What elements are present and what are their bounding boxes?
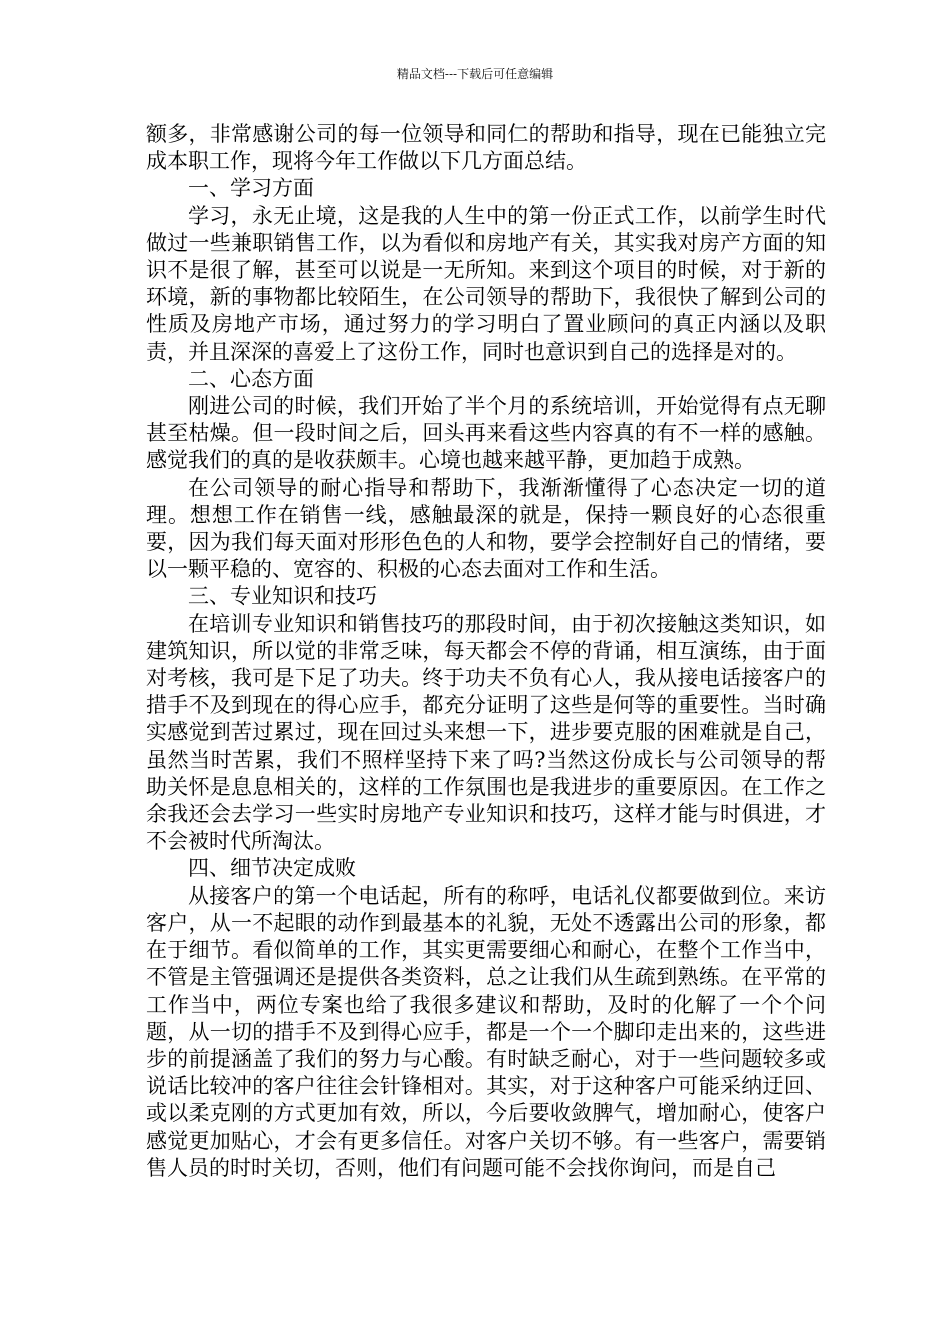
paragraph-skills: 在培训专业知识和销售技巧的那段时间，由于初次接触这类知识，如建筑知识，所以觉的非常乏味，每天都会不停的背诵，相互演练，由于面对考核，我可是下足了功夫。终于功夫不负有心人，我从接电话接客户的措手不及到现在的得心应手，都充分证明了这些是何等的重要性。当时确实感觉到苦过累过，现在回过头来想一下，进步要克服的困难就是自己，虽然当时苦累，我们不照样坚持下来了吗?当然这份成长与公司领导的帮助关怀是息息相关的，这样的工作氛围也是我进步的重要原因。在工作之余我还会去学习一些实时房地产专业知识和技巧，这样才能与时俱进，才不会被时代所淘汰。 [146,611,826,854]
paragraph-mindset-2: 在公司领导的耐心指导和帮助下，我渐渐懂得了心态决定一切的道理。想想工作在销售一线，感触最深的就是，保持一颗良好的心态很重要，因为我们每天面对形形色色的人和物，要学会控制好自己的情绪，要以一颗平稳的、宽容的、积极的心态去面对工作和生活。 [146,475,826,582]
paragraph-details: 从接客户的第一个电话起，所有的称呼，电话礼仪都要做到位。来访客户，从一不起眼的动作到最基本的礼貌，无处不透露出公司的形象，都在于细节。看似简单的工作，其实更需要细心和耐心，在整个工作当中，不管是主管强调还是提供各类资料，总之让我们从生疏到熟练。在平常的工作当中，两位专案也给了我很多建议和帮助，及时的化解了一个个问题，从一切的措手不及到得心应手，都是一个一个脚印走出来的，这些进步的前提涵盖了我们的努力与心酸。有时缺乏耐心，对于一些问题较多或说话比较冲的客户往往会针锋相对。其实，对于这种客户可能采纳迂回、或以柔克刚的方式更加有效，所以，今后要收敛脾气，增加耐心，使客户感觉更加贴心，才会有更多信任。对客户关切不够。有一些客户，需要销售人员的时时关切，否则，他们有问题可能不会找你询问，而是自己 [146,883,826,1180]
section-heading-study: 一、学习方面 [188,176,314,201]
page-header: 精品文档---下载后可任意编辑 [396,67,554,81]
section-heading-mindset: 二、心态方面 [188,366,314,391]
paragraph-mindset-1: 刚进公司的时候，我们开始了半个月的系统培训，开始觉得有点无聊甚至枯燥。但一段时间之后，回头再来看这些内容真的有不一样的感触。感觉我们的真的是收获颇丰。心境也越来越平静，更加趋于成熟。 [146,394,826,473]
paragraph-study: 学习，永无止境，这是我的人生中的第一份正式工作，以前学生时代做过一些兼职销售工作，以为看似和房地产有关，其实我对房产方面的知识不是很了解，甚至可以说是一无所知。来到这个项目的时候，对于新的环境，新的事物都比较陌生，在公司领导的帮助下，我很快了解到公司的性质及房地产市场，通过努力的学习明白了置业顾问的真正内涵以及职责，并且深深的喜爱上了这份工作，同时也意识到自己的选择是对的。 [146,203,826,364]
section-heading-details: 四、细节决定成败 [188,856,356,881]
section-heading-skills: 三、专业知识和技巧 [188,584,377,609]
paragraph-intro: 额多，非常感谢公司的每一位领导和同仁的帮助和指导，现在已能独立完成本职工作，现将今年工作做以下几方面总结。 [146,122,826,174]
document-body [146,121,826,1182]
